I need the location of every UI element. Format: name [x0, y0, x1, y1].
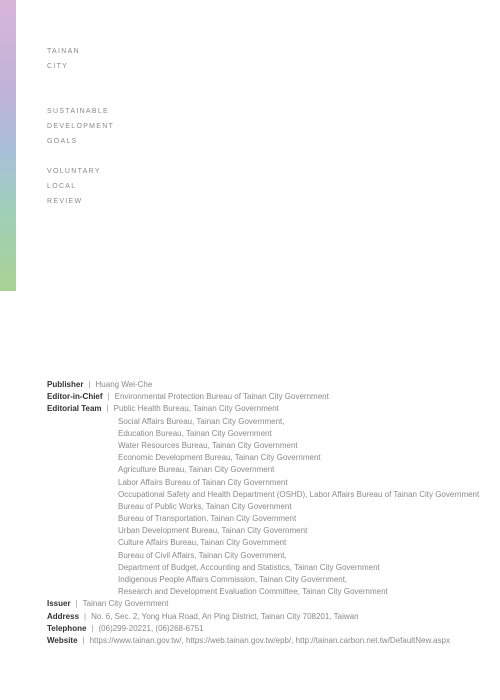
team-row — [47, 403, 487, 415]
editor-row — [47, 391, 487, 403]
website-row — [47, 635, 487, 647]
issuer-label: Issuer — [47, 599, 71, 609]
address-row — [47, 611, 487, 623]
team-member: Labor Affairs Bureau of Tainan City Government — [118, 477, 288, 487]
team-member: Urban Development Bureau, Tainan City Government — [118, 526, 308, 536]
team-member: Bureau of Civil Affairs, Tainan City Government, — [118, 550, 287, 560]
publisher-label: Publisher — [47, 380, 84, 389]
separator: | — [91, 623, 94, 633]
team-member: Bureau of Public Works, Tainan City Government — [118, 501, 292, 511]
team-member: Education Bureau, Tainan City Government — [118, 428, 272, 438]
title-line: DEVELOPMENT — [47, 123, 115, 130]
issuer-value: Tainan City Government — [82, 599, 169, 609]
separator: | — [84, 611, 87, 621]
telephone-row — [47, 623, 487, 635]
team-member: Department of Budget, Accounting and Statistics, Tainan City Government — [118, 562, 380, 572]
title-line: LOCAL — [47, 183, 77, 190]
colophon — [47, 379, 487, 647]
website-label: Website — [47, 635, 78, 645]
title-line: TAINAN — [47, 48, 80, 55]
team-member: Culture Affairs Bureau, Tainan City Government — [118, 538, 287, 548]
telephone-value: (06)299-20221, (06)268-6751 — [98, 623, 204, 633]
address-value: No. 6, Sec. 2, Yong Hua Road, An Ping District, Tainan City 708201, Taiwan — [91, 611, 359, 621]
team-label: Editorial Team — [47, 404, 102, 414]
gradient-color-bar — [0, 0, 16, 291]
address-label: Address — [47, 611, 80, 621]
editor-label: Editor-in-Chief — [47, 392, 103, 402]
team-member: Occupational Safety and Health Department (OSHD), Labor Affairs Bureau of Tainan City Government — [118, 489, 480, 499]
separator: | — [88, 380, 91, 389]
publisher-value: Huang Wei-Che — [95, 380, 153, 389]
team-member: Research and Development Evaluation Committee, Tainan City Government — [118, 587, 388, 597]
issuer-row — [47, 598, 487, 610]
publisher-row — [47, 379, 487, 391]
editor-value: Environmental Protection Bureau of Tainan City Government — [114, 392, 329, 402]
website-value[interactable]: https://www.tainan.gov.tw/, https://web.tainan.gov.tw/epb/, http://tainan.carbon.net.tw/DefaultNew.aspx — [89, 635, 450, 645]
title-line: SUSTAINABLE — [47, 108, 110, 115]
team-member: Agriculture Bureau, Tainan City Government — [118, 465, 275, 475]
team-member: Social Affairs Bureau, Tainan City Government, — [118, 416, 285, 426]
title-line: VOLUNTARY — [47, 168, 101, 175]
team-member: Economic Development Bureau, Tainan City Government — [118, 453, 321, 463]
separator: | — [106, 404, 109, 414]
team-member: Water Resources Bureau, Tainan City Government — [118, 440, 298, 450]
team-member: Indigenous People Affairs Commission, Tainan City Government, — [118, 575, 348, 584]
title-line: REVIEW — [47, 198, 83, 205]
team-member: Bureau of Transportation, Tainan City Government — [118, 514, 297, 524]
separator: | — [75, 599, 78, 609]
separator: | — [107, 392, 110, 402]
team-member: Public Health Bureau, Tainan City Government — [113, 404, 279, 414]
title-line: GOALS — [47, 138, 78, 145]
cover-title — [47, 44, 114, 209]
separator: | — [82, 635, 85, 645]
title-line: CITY — [47, 63, 69, 70]
telephone-label: Telephone — [47, 623, 87, 633]
